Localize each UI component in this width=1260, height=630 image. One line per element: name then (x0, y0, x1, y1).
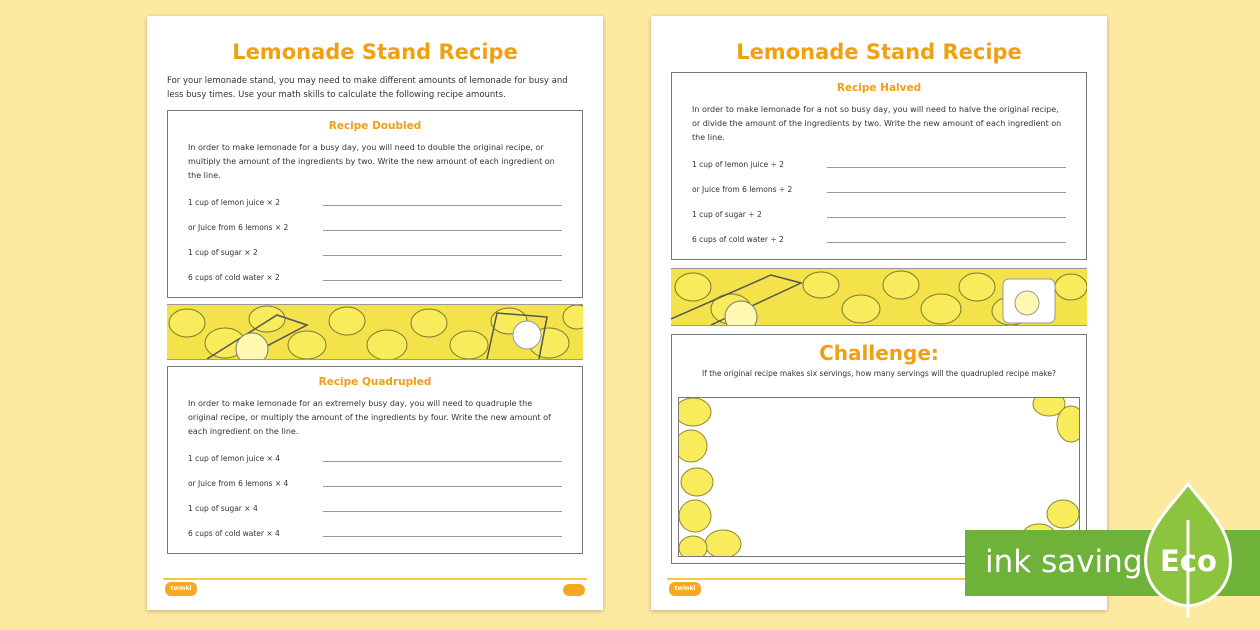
lemon-banner (671, 268, 1087, 326)
badge-label: ink saving (985, 544, 1143, 580)
footer-badge-icon (563, 584, 585, 596)
recipe-doubled-box (167, 110, 583, 298)
intro-text: For your lemonade stand, you may need to make different amounts of lemonade for busy and less busy times. Use your math skills to calculate the following recipe amounts. (167, 76, 568, 100)
answer-line[interactable] (323, 536, 562, 537)
ingredient-label: or Juice from 6 lemons × 2 (188, 223, 289, 232)
answer-line[interactable] (827, 242, 1066, 243)
ingredient-label: 6 cups of cold water × 4 (188, 529, 280, 538)
ingredient-row (188, 522, 562, 547)
ingredient-row (188, 266, 562, 291)
challenge-question: If the original recipe makes six servings, how many servings will the quadrupled recipe make? (702, 369, 1056, 378)
ingredient-label: 1 cup of sugar × 2 (188, 248, 258, 257)
ingredient-row (188, 191, 562, 216)
answer-line[interactable] (323, 280, 562, 281)
eco-label: Eco (1160, 544, 1217, 578)
answer-line[interactable] (323, 461, 562, 462)
box-instructions: In order to make lemonade for a not so busy day, you will need to halve the original recipe, or divide the amount of the ingredients by two. Write the new amount of each ingredient on the line. (692, 105, 1062, 142)
ingredient-label: or Juice from 6 lemons × 4 (188, 479, 289, 488)
ingredient-row (188, 447, 562, 472)
box-instructions: In order to make lemonade for an extremely busy day, you will need to quadruple the original recipe, or multiply the amount of the ingredients by four. Write the new amount of each ingredient on the line. (188, 399, 551, 436)
ingredient-label: 1 cup of lemon juice × 2 (188, 198, 281, 207)
answer-line[interactable] (323, 255, 562, 256)
box-title: Recipe Halved (836, 82, 922, 94)
answer-line[interactable] (827, 192, 1066, 193)
worksheet-page-1 (147, 16, 603, 610)
ingredient-row (188, 241, 562, 266)
twinkl-logo: twinkl (669, 582, 701, 596)
box-title: Recipe Doubled (328, 120, 422, 132)
ingredient-row (692, 228, 1066, 253)
ingredient-label: 1 cup of sugar × 4 (188, 504, 258, 513)
worksheet-page-2 (651, 16, 1107, 610)
ingredient-label: 1 cup of lemon juice ÷ 2 (692, 160, 785, 169)
challenge-title: Challenge: (819, 341, 939, 365)
ingredient-row (188, 216, 562, 241)
footer-divider (163, 578, 587, 580)
box-title: Recipe Quadrupled (318, 376, 432, 388)
ingredient-row (692, 203, 1066, 228)
answer-line[interactable] (827, 167, 1066, 168)
answer-line[interactable] (323, 205, 562, 206)
recipe-halved-box (671, 72, 1087, 260)
recipe-quadrupled-box (167, 366, 583, 554)
ingredient-row (188, 497, 562, 522)
lemon-banner (167, 304, 583, 360)
ingredient-label: or Juice from 6 lemons ÷ 2 (692, 185, 793, 194)
ingredient-row (692, 153, 1066, 178)
ingredient-label: 1 cup of sugar ÷ 2 (692, 210, 762, 219)
page-title: Lemonade Stand Recipe (736, 40, 1022, 64)
answer-line[interactable] (827, 217, 1066, 218)
ingredient-row (692, 178, 1066, 203)
twinkl-logo: twinkl (165, 582, 197, 596)
answer-line[interactable] (323, 486, 562, 487)
ingredient-label: 6 cups of cold water ÷ 2 (692, 235, 784, 244)
page-title: Lemonade Stand Recipe (232, 40, 518, 64)
ingredient-label: 1 cup of lemon juice × 4 (188, 454, 281, 463)
ingredient-label: 6 cups of cold water × 2 (188, 273, 280, 282)
answer-line[interactable] (323, 511, 562, 512)
ingredient-row (188, 472, 562, 497)
answer-line[interactable] (323, 230, 562, 231)
box-instructions: In order to make lemonade for a busy day, you will need to double the original recipe, or multiply the amount of the ingredients by two. Write the new amount of each ingredient on the line. (188, 143, 555, 180)
